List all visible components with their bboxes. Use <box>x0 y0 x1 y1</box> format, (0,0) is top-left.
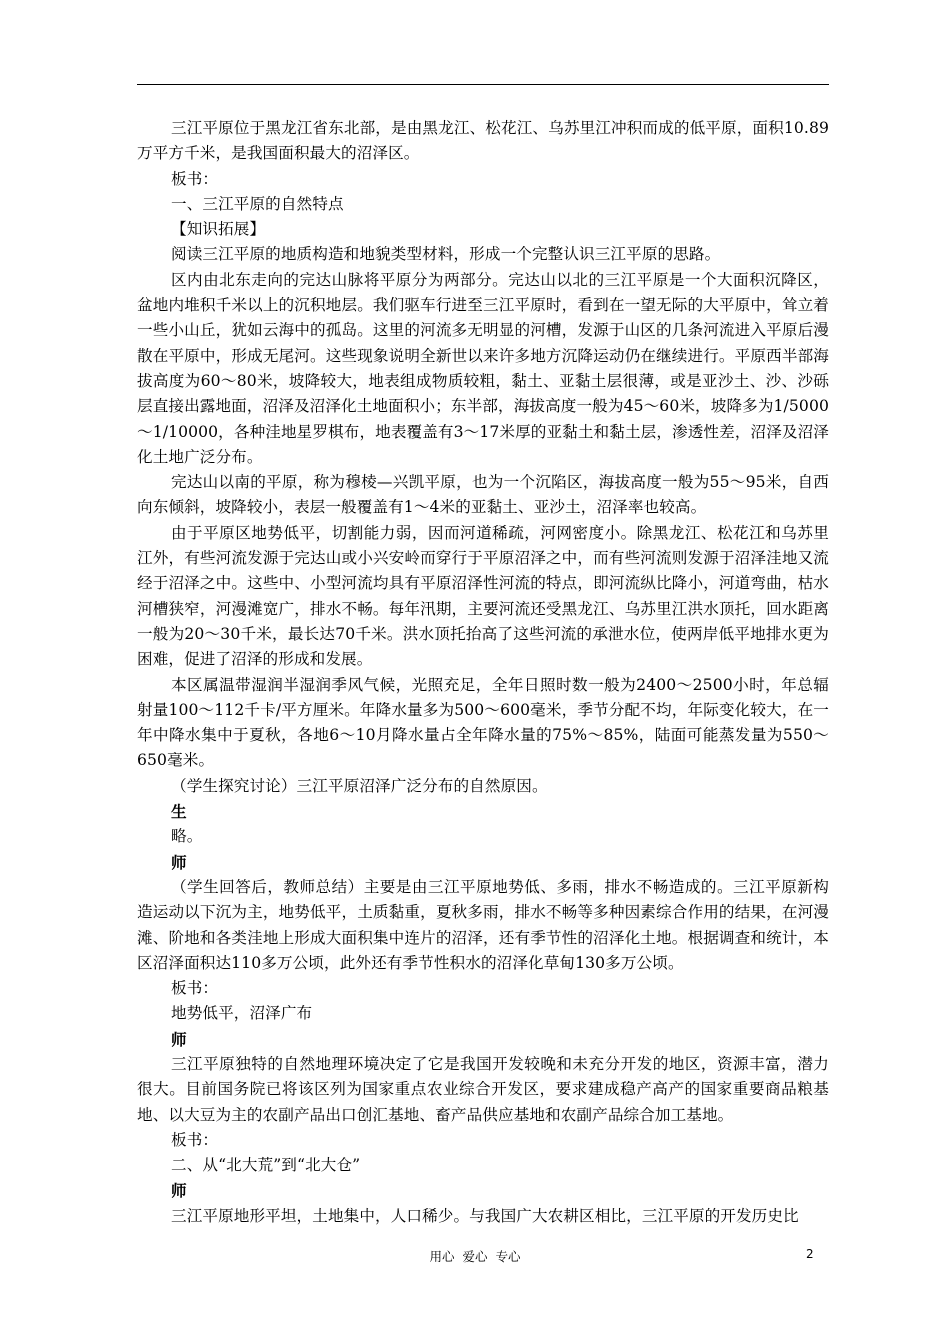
paragraph: 本区属温带湿润半湿润季风气候，光照充足，全年日照时数一般为2400～2500小时，年总辐射量100～112千卡/平方厘米。年降水量多为500～600毫米，季节分配不均，年际变化较大，在一年中降水集中于夏秋，各地6～10月降水量占全年降水量的75%～85%，陆面可能蒸发量为550～650毫米。 <box>137 675 829 770</box>
paragraph: 由于平原区地势低平，切割能力弱，因而河道稀疏，河网密度小。除黑龙江、松花江和乌苏里江外，有些河流发源于完达山或小兴安岭而穿行于平原沼泽之中，而有些河流则发源于沼泽洼地又流经于沼泽之中。这些中、小型河流均具有平原沼泽性河流的特点，即河流纵比降小，河道弯曲，枯水河槽狭窄，河漫滩宽广，排水不畅。每年汛期，主要河流还受黑龙江、乌苏里江洪水顶托，回水距离一般为20～30千米，最长达70千米。洪水顶托抬高了这些河流的承泄水位，使两岸低平地排水更为困难，促进了沼泽的形成和发展。 <box>137 523 829 669</box>
page-number: 2 <box>806 1247 814 1261</box>
paragraph: 地势低平，沼泽广布 <box>171 1004 313 1023</box>
speaker-label: 生 <box>171 802 187 822</box>
document-body <box>137 116 829 1229</box>
paragraph: 三江平原独特的自然地理环境决定了它是我国开发较晚和未充分开发的地区，资源丰富，潜力很大。目前国务院已将该区列为国家重点农业综合开发区，要求建成稳产高产的国家重要商品粮基地、以大豆为主的农副产品出口创汇基地、畜产品供应基地和农副产品综合加工基地。 <box>137 1054 829 1124</box>
header-rule <box>137 84 829 85</box>
paragraph: 三江平原位于黑龙江省东北部，是由黑龙江、松花江、乌苏里江冲积而成的低平原，面积10.89万平方千米，是我国面积最大的沼泽区。 <box>137 119 829 163</box>
speaker-label: 师 <box>171 1181 187 1201</box>
paragraph: 略。 <box>171 827 203 846</box>
speaker-label: 师 <box>171 1029 187 1049</box>
paragraph: 区内由北东走向的完达山脉将平原分为两部分。完达山以北的三江平原是一个大面积沉降区，盆地内堆积千米以上的沉积地层。我们驱车行进至三江平原时，看到在一望无际的大平原中，耸立着一些小山丘，犹如云海中的孤岛。这里的河流多无明显的河槽，发源于山区的几条河流进入平原后漫散在平原中，形成无尾河。这些现象说明全新世以来许多地方沉降运动仍在继续进行。平原西半部海拔高度为60～80米，坡降较大，地表组成物质较粗，黏土、亚黏土层很薄，或是亚沙土、沙、沙砾层直接出露地面，沼泽及沼泽化土地面积小；东半部，海拔高度一般为45～60米，坡降多为1/5000～1/10000，各种洼地星罗棋布，地表覆盖有3～17米厚的亚黏土和黏土层，渗透性差，沼泽及沼泽化土地广泛分布。 <box>137 270 829 466</box>
paragraph: 完达山以南的平原，称为穆棱—兴凯平原，也为一个沉陷区，海拔高度一般为55～95米，自西向东倾斜，坡降较小，表层一般覆盖有1～4米的亚黏土、亚沙土，沼泽率也较高。 <box>137 473 829 517</box>
paragraph: 板书： <box>171 979 219 998</box>
paragraph: 【知识拓展】 <box>171 220 266 239</box>
paragraph: 三江平原地形平坦，土地集中，人口稀少。与我国广大农耕区相比，三江平原的开发历史比 <box>171 1206 799 1225</box>
paragraph: （学生回答后，教师总结）主要是由三江平原地势低、多雨，排水不畅造成的。三江平原新构造运动以下沉为主，地势低平，土质黏重，夏秋多雨，排水不畅等多种因素综合作用的结果，在河漫滩、阶地和各类洼地上形成大面积集中连片的沼泽，还有季节性的沼泽化土地。根据调查和统计，本区沼泽面积达110多万公顷，此外还有季节性积水的沼泽化草甸130多万公顷。 <box>137 877 829 972</box>
footer-motto: 用心 爱心 专心 <box>429 1249 521 1264</box>
paragraph: 二、从“北大荒”到“北大仓” <box>171 1156 361 1175</box>
speaker-label: 师 <box>171 852 187 872</box>
paragraph: 阅读三江平原的地质构造和地貌类型材料，形成一个完整认识三江平原的思路。 <box>171 245 721 264</box>
paragraph: 板书： <box>171 169 219 188</box>
paragraph: 一、三江平原的自然特点 <box>171 194 344 213</box>
paragraph: （学生探究讨论）三江平原沼泽广泛分布的自然原因。 <box>171 776 548 795</box>
paragraph: 板书： <box>171 1130 219 1149</box>
